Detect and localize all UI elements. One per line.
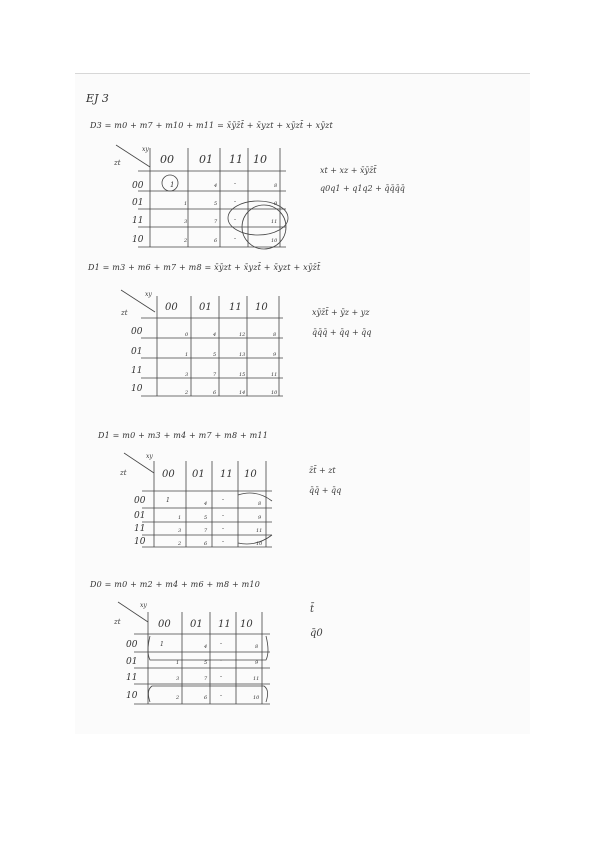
kmap-row-header: 11 bbox=[131, 366, 143, 376]
kmap-cell: 13 bbox=[239, 352, 246, 358]
kmap-cell: - bbox=[234, 180, 237, 187]
kmap-cell: 12 bbox=[239, 332, 246, 338]
kmap-cell: - bbox=[222, 496, 225, 503]
kmap-cell: 1 bbox=[170, 181, 175, 189]
kmap-row-header: 00 bbox=[126, 640, 138, 650]
kmap-cell: 8 bbox=[274, 183, 278, 189]
kmap-cell: 5 bbox=[204, 515, 208, 521]
kmap-cell: 1 bbox=[184, 201, 188, 207]
kmap-col-header: 10 bbox=[255, 302, 268, 313]
equation-d3: D3 = m0 + m7 + m10 + m11 = x̄ȳz̄t̄ + x̄yzt + xȳzt̄ + xȳzt bbox=[90, 121, 333, 130]
kmap-cell: 5 bbox=[213, 352, 217, 358]
kmap-var-left: zt bbox=[121, 309, 128, 317]
kmap-cell: 4 bbox=[204, 501, 208, 507]
kmap-row-header: 11 bbox=[134, 524, 146, 534]
karnaugh-map-d3 bbox=[108, 143, 298, 253]
kmap-cell: 6 bbox=[214, 238, 218, 244]
simplified-expression-q: q̄q̄q̄ + q̄q + q̄q bbox=[312, 328, 372, 337]
simplified-expression-q: q̄0 bbox=[310, 628, 323, 639]
kmap-cell: 9 bbox=[273, 352, 277, 358]
kmap-col-header: 10 bbox=[244, 469, 257, 480]
kmap-cell: 10 bbox=[256, 541, 263, 547]
kmap-cell: 11 bbox=[271, 372, 278, 378]
kmap-cell: 9 bbox=[258, 515, 262, 521]
kmap-var-left: zt bbox=[120, 469, 127, 477]
kmap-cell: 2 bbox=[178, 541, 182, 547]
kmap-row-header: 01 bbox=[126, 657, 138, 667]
kmap-cell: 2 bbox=[185, 390, 189, 396]
kmap-cell: 2 bbox=[184, 238, 188, 244]
kmap-cell: 8 bbox=[258, 501, 262, 507]
kmap-cell: 3 bbox=[184, 219, 188, 225]
kmap-cell: 1 bbox=[185, 352, 189, 358]
kmap-col-header: 11 bbox=[220, 469, 233, 480]
karnaugh-map-d0 bbox=[110, 600, 280, 710]
equation-d1-second: D1 = m0 + m3 + m4 + m7 + m8 + m11 bbox=[98, 431, 268, 440]
kmap-col-header: 11 bbox=[229, 153, 243, 166]
kmap-cell: 1 bbox=[176, 660, 180, 666]
kmap-cell: - bbox=[234, 216, 237, 223]
karnaugh-map-d1-second bbox=[116, 451, 286, 551]
kmap-var-left: zt bbox=[114, 618, 121, 626]
kmap-cell: 9 bbox=[274, 201, 278, 207]
simplified-expression: z̄t̄ + zt bbox=[309, 466, 336, 475]
kmap-col-header: 10 bbox=[253, 153, 267, 166]
kmap-row-header: 10 bbox=[134, 537, 146, 547]
kmap-cell: - bbox=[234, 235, 237, 242]
kmap-var-top: xy bbox=[146, 453, 153, 460]
kmap-var-top: xy bbox=[145, 291, 152, 298]
kmap-cell: 6 bbox=[213, 390, 217, 396]
kmap-cell: 1 bbox=[166, 497, 170, 504]
kmap-row-header: 11 bbox=[132, 216, 144, 226]
simplified-expression-q: q̄q̄ + q̄q bbox=[309, 486, 342, 495]
kmap-col-header: 01 bbox=[199, 302, 212, 313]
kmap-cell: 0 bbox=[185, 332, 189, 338]
kmap-cell: 10 bbox=[253, 695, 260, 701]
simplified-expression-q: q0q1 + q1q2 + q̄q̄q̄q̄ bbox=[320, 184, 405, 193]
simplified-expression: xt + xz + x̄ȳz̄t̄ bbox=[320, 166, 377, 175]
kmap-cell: 6 bbox=[204, 541, 208, 547]
simplified-expression: t̄ bbox=[310, 604, 315, 615]
kmap-cell: 7 bbox=[204, 528, 208, 534]
kmap-cell: - bbox=[222, 538, 225, 545]
kmap-col-header: 00 bbox=[162, 469, 175, 480]
kmap-cell: - bbox=[220, 657, 223, 664]
kmap-col-header: 00 bbox=[160, 153, 174, 166]
kmap-row-header: 01 bbox=[131, 347, 143, 357]
kmap-cell: 3 bbox=[178, 528, 182, 534]
exercise-title: EJ 3 bbox=[86, 92, 109, 105]
kmap-cell: 5 bbox=[214, 201, 218, 207]
kmap-row-header: 00 bbox=[132, 181, 144, 191]
kmap-row-header: 01 bbox=[134, 511, 146, 521]
kmap-cell: 8 bbox=[273, 332, 277, 338]
kmap-col-header: 11 bbox=[218, 619, 231, 630]
kmap-col-header: 11 bbox=[229, 302, 242, 313]
kmap-cell: 14 bbox=[239, 390, 246, 396]
kmap-cell: 10 bbox=[271, 390, 278, 396]
kmap-cell: 10 bbox=[271, 238, 278, 244]
simplified-expression: xȳz̄t̄ + ȳz + yz bbox=[312, 308, 370, 317]
kmap-row-header: 10 bbox=[131, 384, 143, 394]
kmap-row-header: 00 bbox=[134, 496, 146, 506]
kmap-cell: 11 bbox=[256, 528, 263, 534]
kmap-cell: 6 bbox=[204, 695, 208, 701]
kmap-cell: - bbox=[222, 525, 225, 532]
kmap-row-header: 10 bbox=[132, 235, 144, 245]
karnaugh-map-d1 bbox=[113, 288, 293, 398]
kmap-cell: 11 bbox=[253, 676, 260, 682]
kmap-cell: - bbox=[220, 673, 223, 680]
kmap-cell: 7 bbox=[213, 372, 217, 378]
kmap-row-header: 01 bbox=[132, 198, 144, 208]
kmap-cell: 7 bbox=[204, 676, 208, 682]
kmap-cell: 4 bbox=[213, 332, 217, 338]
kmap-cell: - bbox=[234, 198, 237, 205]
kmap-row-header: 11 bbox=[126, 673, 138, 683]
kmap-cell: 3 bbox=[176, 676, 180, 682]
kmap-var-left: zt bbox=[114, 159, 121, 167]
kmap-col-header: 01 bbox=[190, 619, 203, 630]
kmap-cell: - bbox=[220, 692, 223, 699]
kmap-var-top: xy bbox=[140, 602, 147, 609]
kmap-cell: 1 bbox=[178, 515, 182, 521]
kmap-cell: 2 bbox=[176, 695, 180, 701]
kmap-cell: 7 bbox=[214, 219, 218, 225]
kmap-cell: - bbox=[222, 512, 225, 519]
kmap-col-header: 00 bbox=[158, 619, 171, 630]
kmap-col-header: 01 bbox=[199, 153, 213, 166]
kmap-cell: - bbox=[220, 640, 223, 647]
kmap-cell: 15 bbox=[239, 372, 246, 378]
kmap-cell: 1 bbox=[160, 641, 164, 648]
kmap-col-header: 01 bbox=[192, 469, 205, 480]
kmap-row-header: 00 bbox=[131, 327, 143, 337]
kmap-cell: 11 bbox=[271, 219, 278, 225]
kmap-cell: 4 bbox=[214, 183, 218, 189]
kmap-var-top: xy bbox=[142, 146, 149, 153]
kmap-col-header: 10 bbox=[240, 619, 253, 630]
kmap-row-header: 10 bbox=[126, 691, 138, 701]
kmap-cell: 3 bbox=[185, 372, 189, 378]
equation-d1: D1 = m3 + m6 + m7 + m8 = x̄ȳzt + x̄yzt̄ + x̄yzt + xȳz̄t̄ bbox=[88, 263, 321, 272]
kmap-cell: 4 bbox=[204, 644, 208, 650]
kmap-cell: 8 bbox=[255, 644, 259, 650]
kmap-cell: 5 bbox=[204, 660, 208, 666]
kmap-cell: 9 bbox=[255, 660, 259, 666]
equation-d0: D0 = m0 + m2 + m4 + m6 + m8 + m10 bbox=[90, 580, 260, 589]
kmap-col-header: 00 bbox=[165, 302, 178, 313]
